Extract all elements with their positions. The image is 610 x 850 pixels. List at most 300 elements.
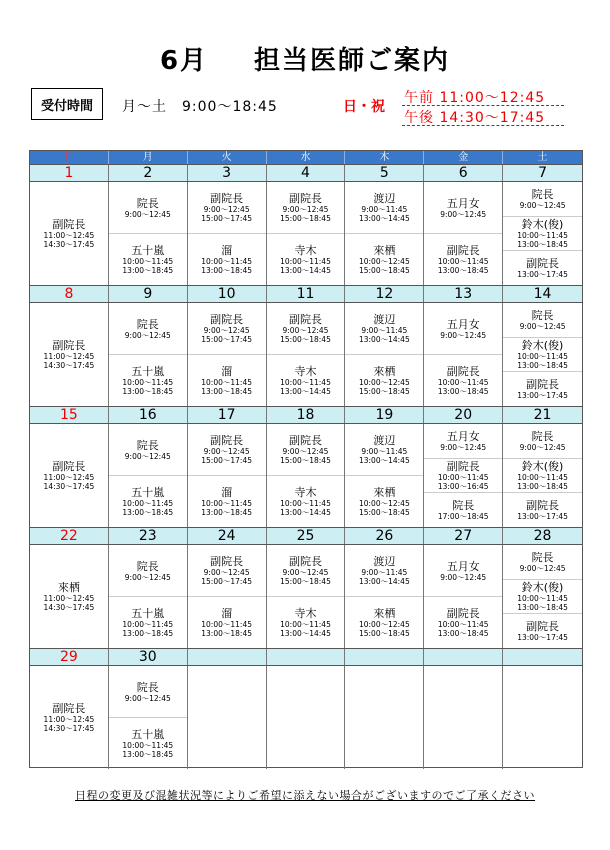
consultation-time: 10:00～11:45	[280, 499, 331, 508]
date-number: 10	[188, 286, 267, 302]
date-number	[188, 649, 267, 665]
doctor-slot	[345, 476, 423, 527]
doctor-slot	[267, 303, 345, 355]
day-cell	[503, 424, 582, 527]
date-number: 25	[267, 528, 346, 544]
consultation-time: 15:00～18:45	[280, 577, 331, 586]
consultation-time: 13:00～18:45	[437, 629, 489, 638]
consultation-time: 10:00～11:45	[201, 499, 252, 508]
consultation-time: 13:00～14:45	[358, 335, 410, 344]
consultation-time: 9:00～12:45	[124, 209, 171, 219]
day-cell	[188, 545, 267, 648]
doctor-name: 渡辺	[373, 192, 396, 205]
doctor-slot	[424, 424, 502, 459]
consultation-time: 13:00～18:45	[201, 387, 252, 396]
date-row	[30, 648, 582, 665]
doctor-slot	[503, 614, 582, 648]
doctor-slot	[345, 182, 423, 234]
consultation-time: 10:00～11:45	[122, 741, 174, 750]
consultation-time: 15:00～18:45	[280, 335, 331, 344]
doctor-name: 院長	[531, 187, 554, 201]
weekday-header-2: 火	[188, 151, 267, 164]
doctor-name: 副院長	[288, 434, 322, 447]
consultation-time: 13:00～18:45	[517, 361, 568, 370]
consultation-time: 9:00～12:45	[519, 200, 566, 210]
date-number: 28	[533, 528, 552, 544]
doctor-name: 院長	[136, 680, 159, 694]
holiday-pm-underline	[402, 125, 564, 126]
day-cell	[267, 182, 346, 285]
consultation-time: 10:00～11:45	[280, 378, 331, 387]
day-cell	[109, 303, 188, 406]
doctor-name: 溜	[221, 365, 233, 378]
consultation-time: 14:30～17:45	[43, 724, 95, 733]
doctor-slot	[424, 182, 502, 234]
day-cell	[503, 303, 582, 406]
doctor-slot	[345, 355, 423, 406]
consultation-time: 9:00～12:45	[282, 568, 329, 577]
doctor-name: 五月女	[446, 559, 480, 573]
doctor-slot	[30, 545, 108, 648]
day-cell	[267, 666, 346, 769]
consultation-time: 13:00～18:45	[201, 508, 252, 517]
doctor-slot	[424, 597, 502, 648]
consultation-time: 9:00～11:45	[361, 568, 408, 577]
date-row	[30, 527, 582, 544]
consultation-time: 13:00～17:45	[517, 270, 568, 280]
consultation-time: 9:00～12:45	[282, 205, 329, 214]
consultation-time: 14:30～17:45	[43, 603, 95, 612]
doctor-slot	[267, 355, 345, 406]
consultation-time: 11:00～12:45	[43, 352, 95, 361]
doctor-name: 來栖	[373, 607, 396, 620]
date-row	[30, 406, 582, 423]
doctor-slot	[188, 476, 266, 527]
consultation-time: 10:00～11:45	[437, 378, 489, 387]
schedule-row	[30, 665, 582, 769]
day-cell	[188, 182, 267, 285]
date-number: 16	[109, 407, 188, 423]
consultation-time: 13:00～18:45	[517, 482, 568, 491]
doctor-name: 院長	[136, 438, 159, 452]
consultation-time: 13:00～18:45	[122, 387, 174, 396]
doctor-slot	[109, 666, 187, 718]
date-number: 18	[267, 407, 346, 423]
consultation-time: 13:00～16:45	[437, 482, 489, 491]
consultation-time: 9:00～12:45	[203, 568, 250, 577]
consultation-time: 9:00～12:45	[282, 447, 329, 456]
consultation-time: 10:00～11:45	[280, 620, 331, 629]
title-month: 6月	[159, 46, 209, 76]
doctor-name: 副院長	[52, 339, 86, 352]
doctor-name: 來栖	[373, 244, 396, 257]
consultation-time: 13:00～18:45	[122, 266, 174, 275]
day-cell	[345, 666, 424, 769]
holiday-morning-hours: 午前 11:00～12:45	[404, 90, 546, 106]
consultation-time: 10:00～11:45	[122, 620, 174, 629]
consultation-time: 11:00～12:45	[43, 473, 95, 482]
doctor-name: 溜	[221, 244, 233, 257]
doctor-name: 副院長	[52, 218, 86, 231]
doctor-slot	[503, 303, 582, 338]
schedule-row	[30, 544, 582, 648]
doctor-slot	[188, 355, 266, 406]
doctor-slot	[188, 597, 266, 648]
consultation-time: 13:00～18:45	[201, 266, 252, 275]
doctor-name: 五十嵐	[131, 728, 165, 741]
doctor-slot	[30, 666, 108, 769]
consultation-time: 11:00～12:45	[43, 231, 95, 240]
doctor-slot	[345, 234, 423, 285]
day-cell	[30, 424, 109, 527]
consultation-time: 15:00～17:45	[201, 456, 252, 465]
doctor-name: 五月女	[446, 196, 480, 210]
date-number: 9	[109, 286, 188, 302]
day-cell	[424, 545, 503, 648]
date-number: 13	[424, 286, 503, 302]
consultation-time: 13:00～18:45	[122, 750, 174, 759]
doctor-slot	[188, 303, 266, 355]
doctor-name: 副院長	[210, 555, 244, 568]
day-cell	[503, 182, 582, 285]
doctor-slot	[424, 459, 502, 494]
day-cell	[30, 545, 109, 648]
doctor-name: 渡辺	[373, 555, 396, 568]
weekday-header-4: 木	[345, 151, 424, 164]
day-cell	[188, 666, 267, 769]
doctor-name: 五十嵐	[131, 486, 165, 499]
doctor-slot	[503, 182, 582, 217]
consultation-time: 11:00～12:45	[43, 594, 95, 603]
consultation-time: 9:00～11:45	[361, 447, 408, 456]
date-number: 22	[30, 528, 109, 544]
doctor-slot	[109, 182, 187, 234]
weekday-header-3: 水	[267, 151, 346, 164]
consultation-time: 10:00～11:45	[201, 257, 252, 266]
date-row	[30, 164, 582, 181]
date-number: 24	[188, 528, 267, 544]
date-number: 2	[109, 165, 188, 181]
doctor-name: 五十嵐	[131, 365, 165, 378]
doctor-slot	[109, 234, 187, 285]
schedule-row	[30, 302, 582, 406]
date-number	[345, 649, 424, 665]
doctor-name: 副院長	[526, 257, 560, 271]
doctor-name: 副院長	[526, 378, 560, 392]
doctor-slot	[503, 424, 582, 459]
consultation-time: 9:00～12:45	[440, 442, 487, 452]
consultation-time: 15:00～18:45	[358, 629, 410, 638]
consultation-time: 10:00～11:45	[437, 620, 489, 629]
consultation-time: 10:00～11:45	[517, 231, 568, 240]
doctor-slot	[345, 597, 423, 648]
date-number: 7	[538, 165, 548, 181]
doctor-slot	[188, 234, 266, 285]
date-number: 12	[345, 286, 424, 302]
consultation-time: 13:00～18:45	[122, 629, 174, 638]
doctor-slot	[188, 182, 266, 234]
doctor-slot	[109, 597, 187, 648]
consultation-time: 17:00～18:45	[437, 512, 489, 522]
consultation-time: 14:30～17:45	[43, 482, 95, 491]
doctor-slot	[503, 217, 582, 252]
doctor-slot	[267, 476, 345, 527]
consultation-time: 9:00～12:45	[440, 572, 487, 582]
date-number: 21	[533, 407, 552, 423]
weekday-header-5: 金	[424, 151, 503, 164]
doctor-slot	[345, 303, 423, 355]
consultation-time: 10:00～12:45	[358, 378, 410, 387]
doctor-name: 院長	[452, 499, 475, 513]
doctor-slot	[267, 597, 345, 648]
doctor-name: 溜	[221, 607, 233, 620]
doctor-slot	[267, 545, 345, 597]
consultation-time: 15:00～18:45	[358, 266, 410, 275]
doctor-name: 鈴木(俊)	[521, 339, 564, 352]
doctor-slot	[345, 545, 423, 597]
day-cell	[424, 424, 503, 527]
weekday-header-6: 土	[537, 152, 548, 163]
consultation-time: 10:00～11:45	[122, 257, 174, 266]
doctor-name: 副院長	[288, 192, 322, 205]
doctor-slot	[267, 234, 345, 285]
date-number	[424, 649, 503, 665]
consultation-time: 9:00～12:45	[124, 572, 171, 582]
doctor-slot	[345, 424, 423, 476]
consultation-time: 13:00～18:45	[122, 508, 174, 517]
day-cell	[267, 545, 346, 648]
day-cell	[503, 545, 582, 648]
doctor-slot	[424, 545, 502, 597]
date-number: 26	[345, 528, 424, 544]
day-cell	[345, 424, 424, 527]
consultation-time: 13:00～14:45	[280, 266, 331, 275]
doctor-name: 來栖	[373, 486, 396, 499]
consultation-time: 13:00～18:45	[517, 603, 568, 612]
doctor-slot	[109, 476, 187, 527]
doctor-name: 副院長	[52, 460, 86, 473]
consultation-time: 15:00～17:45	[201, 214, 252, 223]
consultation-time: 13:00～14:45	[280, 629, 331, 638]
day-cell	[267, 424, 346, 527]
consultation-time: 10:00～11:45	[517, 473, 568, 482]
day-cell	[503, 666, 582, 769]
day-cell	[345, 182, 424, 285]
date-row	[30, 285, 582, 302]
date-number: 3	[188, 165, 267, 181]
day-cell	[109, 424, 188, 527]
consultation-time: 13:00～14:45	[280, 508, 331, 517]
doctor-slot	[109, 545, 187, 597]
consultation-time: 9:00～12:45	[519, 442, 566, 452]
consultation-time: 9:00～12:45	[282, 326, 329, 335]
weekday-hours: 月～土 9:00～18:45	[122, 99, 278, 115]
day-cell	[30, 303, 109, 406]
consultation-time: 11:00～12:45	[43, 715, 95, 724]
doctor-name: 五十嵐	[131, 244, 165, 257]
date-number: 19	[345, 407, 424, 423]
doctor-name: 院長	[136, 559, 159, 573]
footer-note: 日程の変更及び混雑状況等によりご希望に添えない場合がございますのでご了承ください	[75, 789, 535, 802]
consultation-time: 15:00～18:45	[280, 456, 331, 465]
doctor-name: 五月女	[446, 429, 480, 443]
doctor-slot	[109, 355, 187, 406]
doctor-name: 院長	[531, 308, 554, 322]
date-number: 4	[267, 165, 346, 181]
date-number: 8	[30, 286, 109, 302]
doctor-name: 副院長	[210, 192, 244, 205]
doctor-slot	[188, 424, 266, 476]
doctor-name: 副院長	[446, 460, 480, 473]
consultation-time: 9:00～11:45	[361, 205, 408, 214]
date-number: 6	[424, 165, 503, 181]
date-number: 15	[30, 407, 109, 423]
consultation-time: 10:00～12:45	[358, 620, 410, 629]
doctor-name: 院長	[136, 196, 159, 210]
doctor-slot	[188, 545, 266, 597]
date-number: 1	[30, 165, 109, 181]
weekday-header-row	[30, 151, 582, 164]
doctor-name: 寺木	[294, 486, 317, 499]
consultation-time: 13:00～17:45	[517, 512, 568, 522]
doctor-slot	[503, 580, 582, 615]
consultation-time: 10:00～11:45	[201, 620, 252, 629]
doctor-slot	[503, 338, 582, 373]
doctor-name: 院長	[531, 429, 554, 443]
holiday-am-underline	[402, 105, 564, 106]
doctor-slot	[503, 459, 582, 494]
consultation-time: 9:00～12:45	[124, 693, 171, 703]
doctor-name: 寺木	[294, 244, 317, 257]
doctor-name: 渡辺	[373, 313, 396, 326]
day-cell	[188, 424, 267, 527]
consultation-time: 9:00～12:45	[519, 321, 566, 331]
consultation-time: 10:00～11:45	[280, 257, 331, 266]
consultation-time: 15:00～18:45	[358, 508, 410, 517]
doctor-slot	[267, 182, 345, 234]
consultation-time: 10:00～12:45	[358, 499, 410, 508]
day-cell	[345, 545, 424, 648]
doctor-schedule-calendar	[29, 150, 583, 768]
doctor-slot	[424, 355, 502, 406]
doctor-slot	[424, 303, 502, 355]
day-cell	[424, 303, 503, 406]
consultation-time: 10:00～11:45	[517, 594, 568, 603]
doctor-name: 院長	[136, 317, 159, 331]
day-cell	[424, 182, 503, 285]
date-number: 20	[424, 407, 503, 423]
consultation-time: 13:00～14:45	[358, 577, 410, 586]
day-cell	[109, 666, 188, 769]
doctor-slot	[503, 372, 582, 406]
doctor-slot	[30, 182, 108, 285]
consultation-time: 9:00～12:45	[203, 205, 250, 214]
doctor-slot	[503, 251, 582, 285]
doctor-name: 五月女	[446, 317, 480, 331]
day-cell	[188, 303, 267, 406]
page-title	[0, 40, 610, 77]
consultation-time: 14:30～17:45	[43, 240, 95, 249]
doctor-name: 副院長	[446, 607, 480, 620]
consultation-time: 9:00～12:45	[519, 563, 566, 573]
doctor-name: 渡辺	[373, 434, 396, 447]
doctor-name: 副院長	[210, 434, 244, 447]
date-number: 27	[424, 528, 503, 544]
day-cell	[109, 182, 188, 285]
consultation-time: 13:00～18:45	[201, 629, 252, 638]
doctor-name: 鈴木(俊)	[521, 460, 564, 473]
day-cell	[30, 182, 109, 285]
doctor-name: 來栖	[373, 365, 396, 378]
day-cell	[424, 666, 503, 769]
doctor-name: 副院長	[526, 620, 560, 634]
doctor-slot	[30, 424, 108, 527]
holiday-label: 日・祝	[343, 99, 385, 115]
date-number: 14	[533, 286, 552, 302]
doctor-slot	[503, 545, 582, 580]
doctor-slot	[109, 718, 187, 769]
doctor-slot	[267, 424, 345, 476]
consultation-time: 13:00～14:45	[358, 456, 410, 465]
consultation-time: 15:00～17:45	[201, 577, 252, 586]
consultation-time: 9:00～12:45	[124, 330, 171, 340]
doctor-name: 副院長	[446, 244, 480, 257]
consultation-time: 10:00～11:45	[517, 352, 568, 361]
doctor-name: 溜	[221, 486, 233, 499]
consultation-time: 10:00～11:45	[122, 378, 174, 387]
day-cell	[30, 666, 109, 769]
schedule-row	[30, 423, 582, 527]
doctor-name: 五十嵐	[131, 607, 165, 620]
doctor-name: 院長	[531, 550, 554, 564]
doctor-name: 副院長	[288, 313, 322, 326]
consultation-time: 10:00～12:45	[358, 257, 410, 266]
consultation-time: 15:00～18:45	[358, 387, 410, 396]
consultation-time: 14:30～17:45	[43, 361, 95, 370]
consultation-time: 10:00～11:45	[437, 257, 489, 266]
doctor-slot	[109, 424, 187, 476]
consultation-time: 13:00～17:45	[517, 633, 568, 643]
day-cell	[267, 303, 346, 406]
date-number: 11	[267, 286, 346, 302]
doctor-name: 副院長	[210, 313, 244, 326]
weekday-header-1: 月	[109, 151, 188, 164]
doctor-name: 副院長	[52, 702, 86, 715]
weekday-header-0: 日	[30, 151, 109, 164]
consultation-time: 9:00～11:45	[361, 326, 408, 335]
consultation-time: 13:00～14:45	[358, 214, 410, 223]
holiday-afternoon-hours: 午後 14:30～17:45	[404, 110, 546, 126]
doctor-name: 寺木	[294, 607, 317, 620]
doctor-slot	[424, 493, 502, 527]
consultation-time: 15:00～17:45	[201, 335, 252, 344]
doctor-slot	[30, 303, 108, 406]
consultation-time: 9:00～12:45	[203, 447, 250, 456]
date-number	[267, 649, 346, 665]
doctor-name: 副院長	[526, 499, 560, 513]
doctor-name: 來栖	[57, 581, 80, 594]
doctor-slot	[424, 234, 502, 285]
schedule-row	[30, 181, 582, 285]
doctor-name: 副院長	[288, 555, 322, 568]
consultation-time: 15:00～18:45	[280, 214, 331, 223]
date-number: 23	[109, 528, 188, 544]
title-text: 担当医師ご案内	[254, 46, 451, 76]
consultation-time: 10:00～11:45	[122, 499, 174, 508]
doctor-name: 寺木	[294, 365, 317, 378]
consultation-time: 13:00～14:45	[280, 387, 331, 396]
date-number: 30	[109, 649, 188, 665]
